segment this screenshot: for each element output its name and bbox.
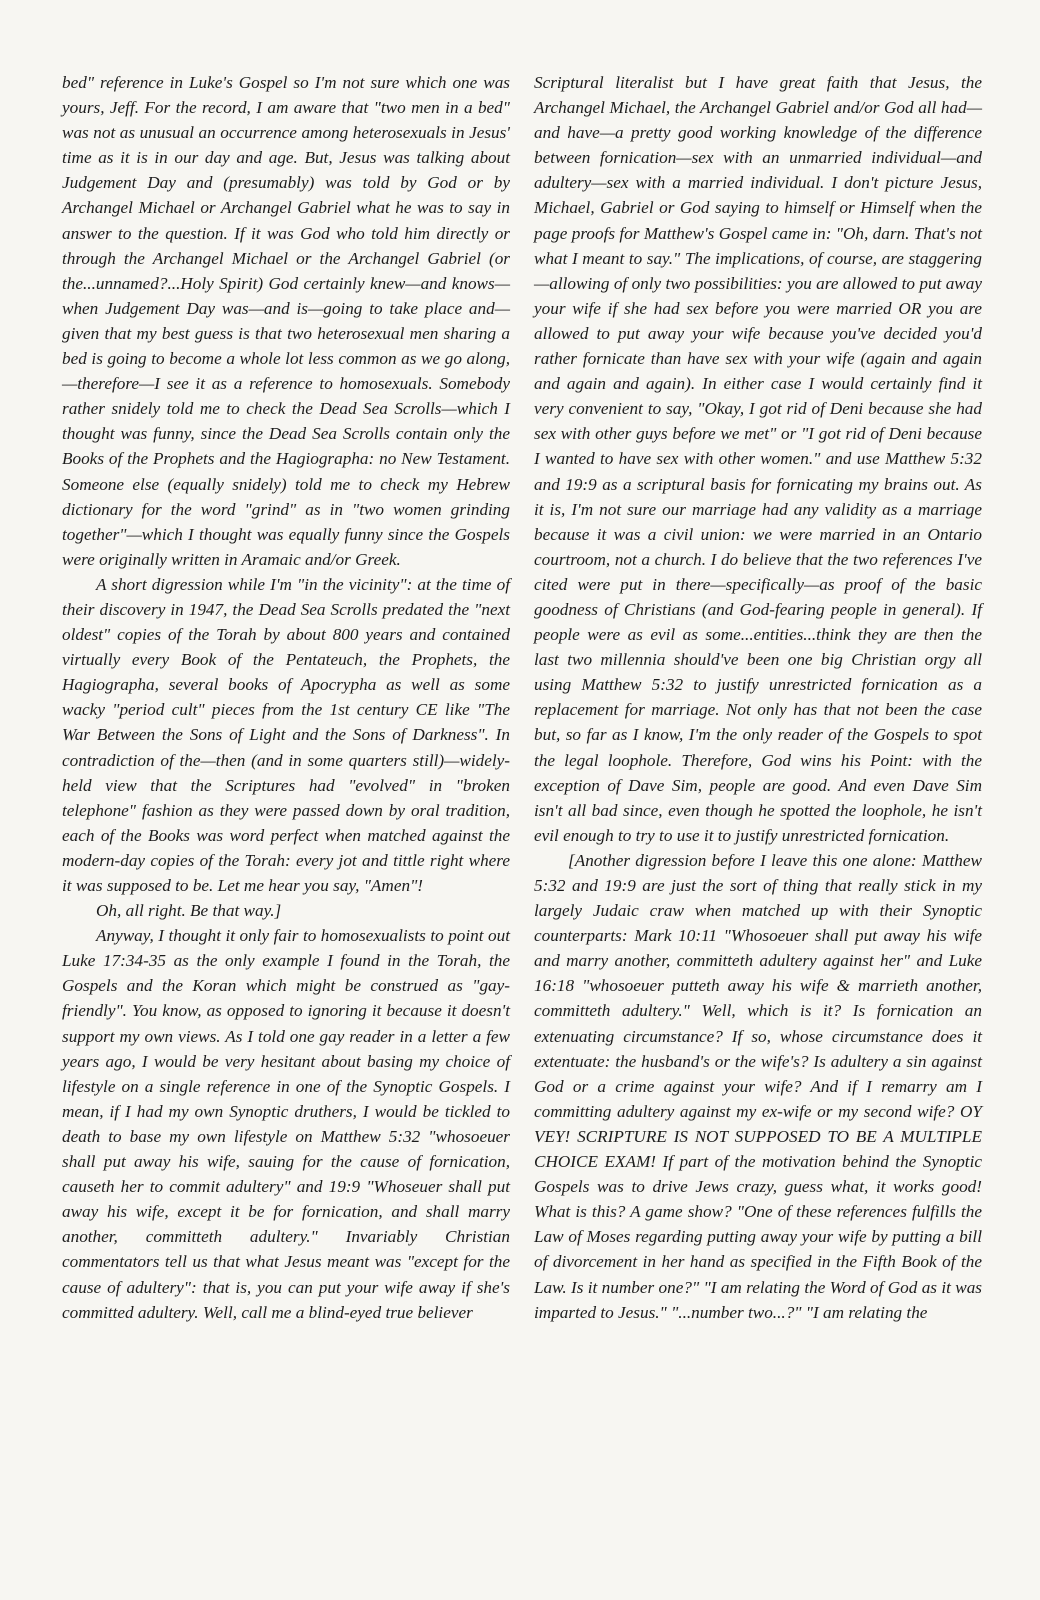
left-paragraph-1: bed" reference in Luke's Gospel so I'm not sure which one was yours, Jeff. For the record, I am aware that "two men in a bed" was not as unusual an occurrence among heterosexuals in Jesus' time as it is in our day and age. But, Jesus was talking about Judgement Day and (presumably) was told by God or by Archangel Michael or Archangel Gabriel what he was to say in answer to the question. If it was God who told him directly or through the Archangel Michael or the Archangel Gabriel (or the...unnamed?...Holy Spirit) God certainly knew—and knows—when Judgement Day was—and is—going to take place and—given that my best guess is that two heterosexual men sharing a bed is going to become a whole lot less common as we go along,—therefore—I see it as a reference to homosexuals. Somebody rather snidely told me to check the Dead Sea Scrolls—which I thought was funny, since the Dead Sea Scrolls contain only the Books of the Prophets and the Hagiographa: no New Testament. Someone else (equally snidely) told me to check my Hebrew dictionary for the word "grind" as in "two women grinding together"—which I thought was equally funny since the Gospels were originally written in Aramaic and/or Greek. [62,73,510,569]
right-paragraph-1: Scriptural literalist but I have great faith that Jesus, the Archangel Michael, the Archangel Gabriel and/or God all had—and have—a pretty good working knowledge of the difference between fornication—sex with an unmarried individual—and adultery—sex with a married individual. I don't picture Jesus, Michael, Gabriel or God saying to himself or Himself when the page proofs for Matthew's Gospel came in: "Oh, darn. That's not what I meant to say." The implications, of course, are staggering—allowing of only two possibilities: you are allowed to put away your wife if she had sex before you were married OR you are allowed to put away your wife because you've decided you'd rather fornicate than have sex with your wife (again and again and again and again). In either case I would certainly find it very convenient to say, "Okay, I got rid of Deni because she had sex with other guys before we met" or "I got rid of Deni because I wanted to have sex with other women." and use Matthew 5:32 and 19:9 as a scriptural basis for fornicating my brains out. As it is, I'm not sure our marriage had any validity as a marriage because it was a civil union: we were married in an Ontario courtroom, not a church. I do believe that the two references I've cited were put in there—specifically—as proof of the basic goodness of Christians (and God-fearing people in general). If people were as evil as some...entities...think they are then the last two millennia should've been one big Christian orgy all using Matthew 5:32 to justify unrestricted fornication as a replacement for marriage. Not only has that not been the case but, so far as I know, I'm the only reader of the Gospels to spot the legal loophole. Therefore, God wins his Point: with the exception of Dave Sim, people are good. And even Dave Sim isn't all bad since, even though he spotted the loophole, he isn't evil enough to try to use it to justify unrestricted fornication. [534,73,982,845]
left-paragraph-2: A short digression while I'm "in the vicinity": at the time of their discovery in 1947, the Dead Sea Scrolls predated the "next oldest" copies of the Torah by about 800 years and contained virtually every Book of the Pentateuch, the Prophets, the Hagiographa, several books of Apocrypha as well as some wacky "period cult" pieces from the 1st century CE like "The War Between the Sons of Light and the Sons of Darkness". In contradiction of the—then (and in some quarters still)—widely-held view that the Scriptures had "evolved" in "broken telephone" fashion as they were passed down by oral tradition, each of the Books was word perfect when matched against the modern-day copies of the Torah: every jot and tittle right where it was supposed to be. Let me hear you say, "Amen"! [62,574,510,895]
right-column [534,70,982,1325]
left-paragraph-3: Oh, all right. Be that way.] [96,901,282,921]
left-column [62,70,510,1325]
left-paragraph-4: Anyway, I thought it only fair to homosexualists to point out Luke 17:34-35 as the only example I found in the Torah, the Gospels and the Koran which might be construed as "gay-friendly". You know, as opposed to ignoring it because it doesn't support my own views. As I told one gay reader in a letter a few years ago, I would be very hesitant about basing my choice of lifestyle on a single reference in one of the Synoptic Gospels. I mean, if I had my own Synoptic druthers, I would be tickled to death to base my own lifestyle on Matthew 5:32 "whosoeuer shall put away his wife, sauing for the cause of fornication, causeth her to commit adultery" and 19:9 "Whoseuer shall put away his wife, except it be for fornication, and shall marry another, committeth adultery." Invariably Christian commentators tell us that what Jesus meant was "except for the cause of adultery": that is, you can put your wife away if she's committed adultery. Well, call me a blind-eyed true believer [62,926,510,1322]
right-paragraph-2: [Another digression before I leave this one alone: Matthew 5:32 and 19:9 are just the sort of thing that really stick in my largely Judaic craw when matched up with their Synoptic counterparts: Mark 10:11 "Whosoeuer shall put away his wife and marry another, committeth adultery against her" and Luke 16:18 "whosoeuer putteth away his wife & marrieth another, committeth adultery." Well, which is it? Is fornication an extenuating circumstance? If so, whose circumstance does it extentuate: the husband's or the wife's? Is adultery a sin against God or a crime against your wife? And if I remarry am I committing adultery against my ex-wife or my second wife? OY VEY! SCRIPTURE IS NOT SUPPOSED TO BE A MULTIPLE CHOICE EXAM! If part of the motivation behind the Synoptic Gospels was to drive Jews crazy, guess what, it works good! What is this? A game show? "One of these references fulfills the Law of Moses regarding putting away your wife by putting a bill of divorcement in her hand as specified in the Fifth Book of the Law. Is it number one?" "I am relating the Word of God as it was imparted to Jesus." "...number two...?" "I am relating the [534,850,982,1322]
